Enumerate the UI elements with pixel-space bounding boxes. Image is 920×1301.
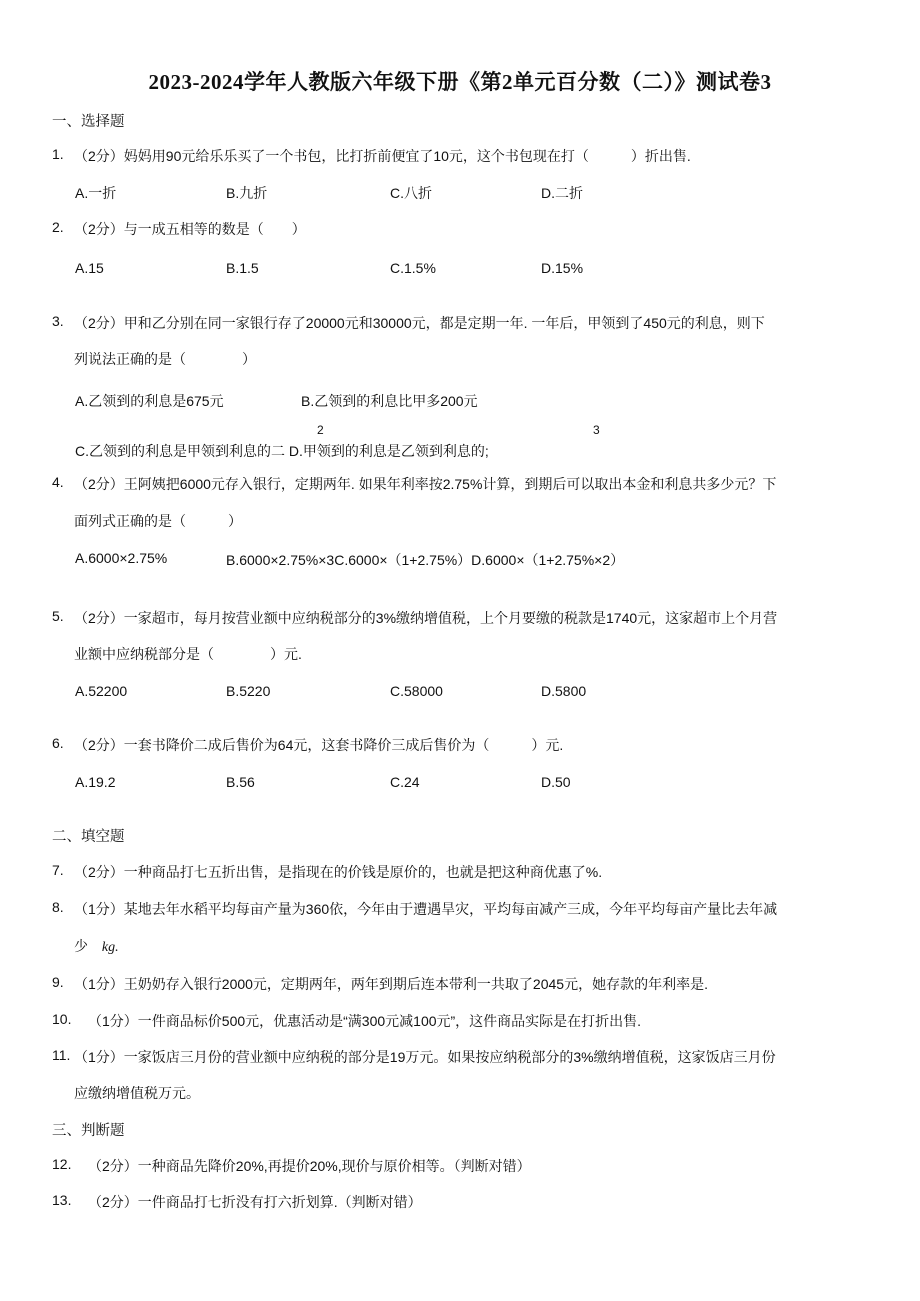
section-heading-judge: 三、判断题 — [52, 1123, 125, 1139]
question-text: （2分）一种商品先降价20%,再提价20%,现价与原价相等。（判断对错） — [88, 1158, 531, 1174]
question-number: 10. — [52, 1011, 72, 1027]
section-heading-choice: 一、选择题 — [52, 114, 125, 130]
question-number: 9. — [52, 974, 64, 990]
option-d: D.15% — [541, 260, 584, 276]
question-text: （2分）与一成五相等的数是（ ） — [74, 221, 306, 237]
question-text-line1: （2分）一家超市，每月按营业额中应纳税部分的3%缴纳增值税，上个月要缴的税款是1740元，这家超市上个月营 — [74, 610, 778, 626]
option-a: A.一折 — [75, 185, 117, 201]
unit-label: kg. — [101, 940, 119, 955]
question-number: 11. — [52, 1047, 71, 1063]
option-c: C.八折 — [390, 185, 432, 201]
question-text-fragment: 少 — [74, 938, 88, 954]
question-text-line1: （1分）某地去年水稻平均每亩产量为360依，今年由于遭遇旱灾，平均每亩减产三成，今年平均每亩产量比去年减 — [74, 901, 778, 917]
question-text-line2: 应缴纳增值税万元。 — [74, 1085, 200, 1101]
question-text-line1: （2分）王阿姨把6000元存入银行，定期两年. 如果年利率按2.75%计算，到期后可以取出本金和利息共多少元？下 — [74, 476, 777, 492]
option-bcd: B.6000×2.75%×3C.6000×（1+2.75%）D.6000×（1+2.75%×2） — [226, 552, 625, 568]
option-c: C.24 — [390, 774, 420, 790]
question-text: （2分）一套书降价二成后售价为64元，这套书降价三成后售价为（ ）元. — [74, 737, 564, 753]
question-text: （2分）妈妈用90元给乐乐买了一个书包，比打折前便宜了10元，这个书包现在打（ ）折出售. — [74, 148, 691, 164]
question-number: 6. — [52, 735, 64, 751]
option-b: B.1.5 — [226, 260, 259, 276]
page-title: 2023-2024学年人教版六年级下册《第2单元百分数（二）》测试卷3 — [148, 70, 772, 94]
question-text-line2: 面列式正确的是（ ） — [74, 513, 242, 529]
option-b: B.5220 — [226, 683, 271, 699]
fraction-numerator: 2 — [317, 423, 324, 437]
fraction-numerator: 3 — [593, 423, 600, 437]
question-number: 12. — [52, 1156, 72, 1172]
option-a: A.19.2 — [75, 774, 116, 790]
question-number: 2. — [52, 219, 64, 235]
question-number: 13. — [52, 1192, 72, 1208]
question-text: （1分）一件商品标价500元，优惠活动是“满300元减100元”，这件商品实际是在打折出售. — [88, 1013, 642, 1029]
question-text: （1分）王奶奶存入银行2000元，定期两年，两年到期后连本带利一共取了2045元，她存款的年利率是. — [74, 976, 708, 992]
option-d: D.50 — [541, 774, 571, 790]
option-a: A.乙领到的利息是675元 — [75, 393, 224, 409]
question-number: 8. — [52, 899, 64, 915]
option-a: A.15 — [75, 260, 104, 276]
option-b: B.乙领到的利息比甲多200元 — [301, 393, 478, 409]
option-c: C.58000 — [390, 683, 443, 699]
option-d: D.5800 — [541, 683, 587, 699]
question-number: 7. — [52, 862, 64, 878]
question-text-line2: 业额中应纳税部分是（ ）元. — [74, 646, 302, 662]
question-number: 3. — [52, 313, 64, 329]
option-c-d: C.乙领到的利息是甲领到利息的二 D.甲领到的利息是乙领到利息的; — [75, 443, 489, 459]
question-number: 5. — [52, 608, 64, 624]
option-a: A.6000×2.75% — [75, 550, 168, 566]
option-d: D.二折 — [541, 185, 583, 201]
question-text-line1: （2分）甲和乙分别在同一家银行存了20000元和30000元，都是定期一年. 一年后，甲领到了450元的利息，则下 — [74, 315, 765, 331]
question-text-line1: （1分）一家饭店三月份的营业额中应纳税的部分是19万元。如果按应纳税部分的3%缴纳增值税，这家饭店三月份 — [74, 1049, 776, 1065]
question-number: 4. — [52, 474, 64, 490]
question-text-line2 — [74, 936, 119, 956]
option-a: A.52200 — [75, 683, 128, 699]
question-text-line2: 列说法正确的是（ ） — [74, 351, 256, 367]
option-b: B.九折 — [226, 185, 268, 201]
option-c: C.1.5% — [390, 260, 436, 276]
option-b: B.56 — [226, 774, 255, 790]
section-heading-fill: 二、填空题 — [52, 829, 125, 845]
question-text: （2分）一件商品打七折没有打六折划算.（判断对错） — [88, 1194, 422, 1210]
question-number: 1. — [52, 146, 64, 162]
question-text: （2分）一种商品打七五折出售，是指现在的价钱是原价的，也就是把这种商优惠了%. — [74, 864, 603, 880]
